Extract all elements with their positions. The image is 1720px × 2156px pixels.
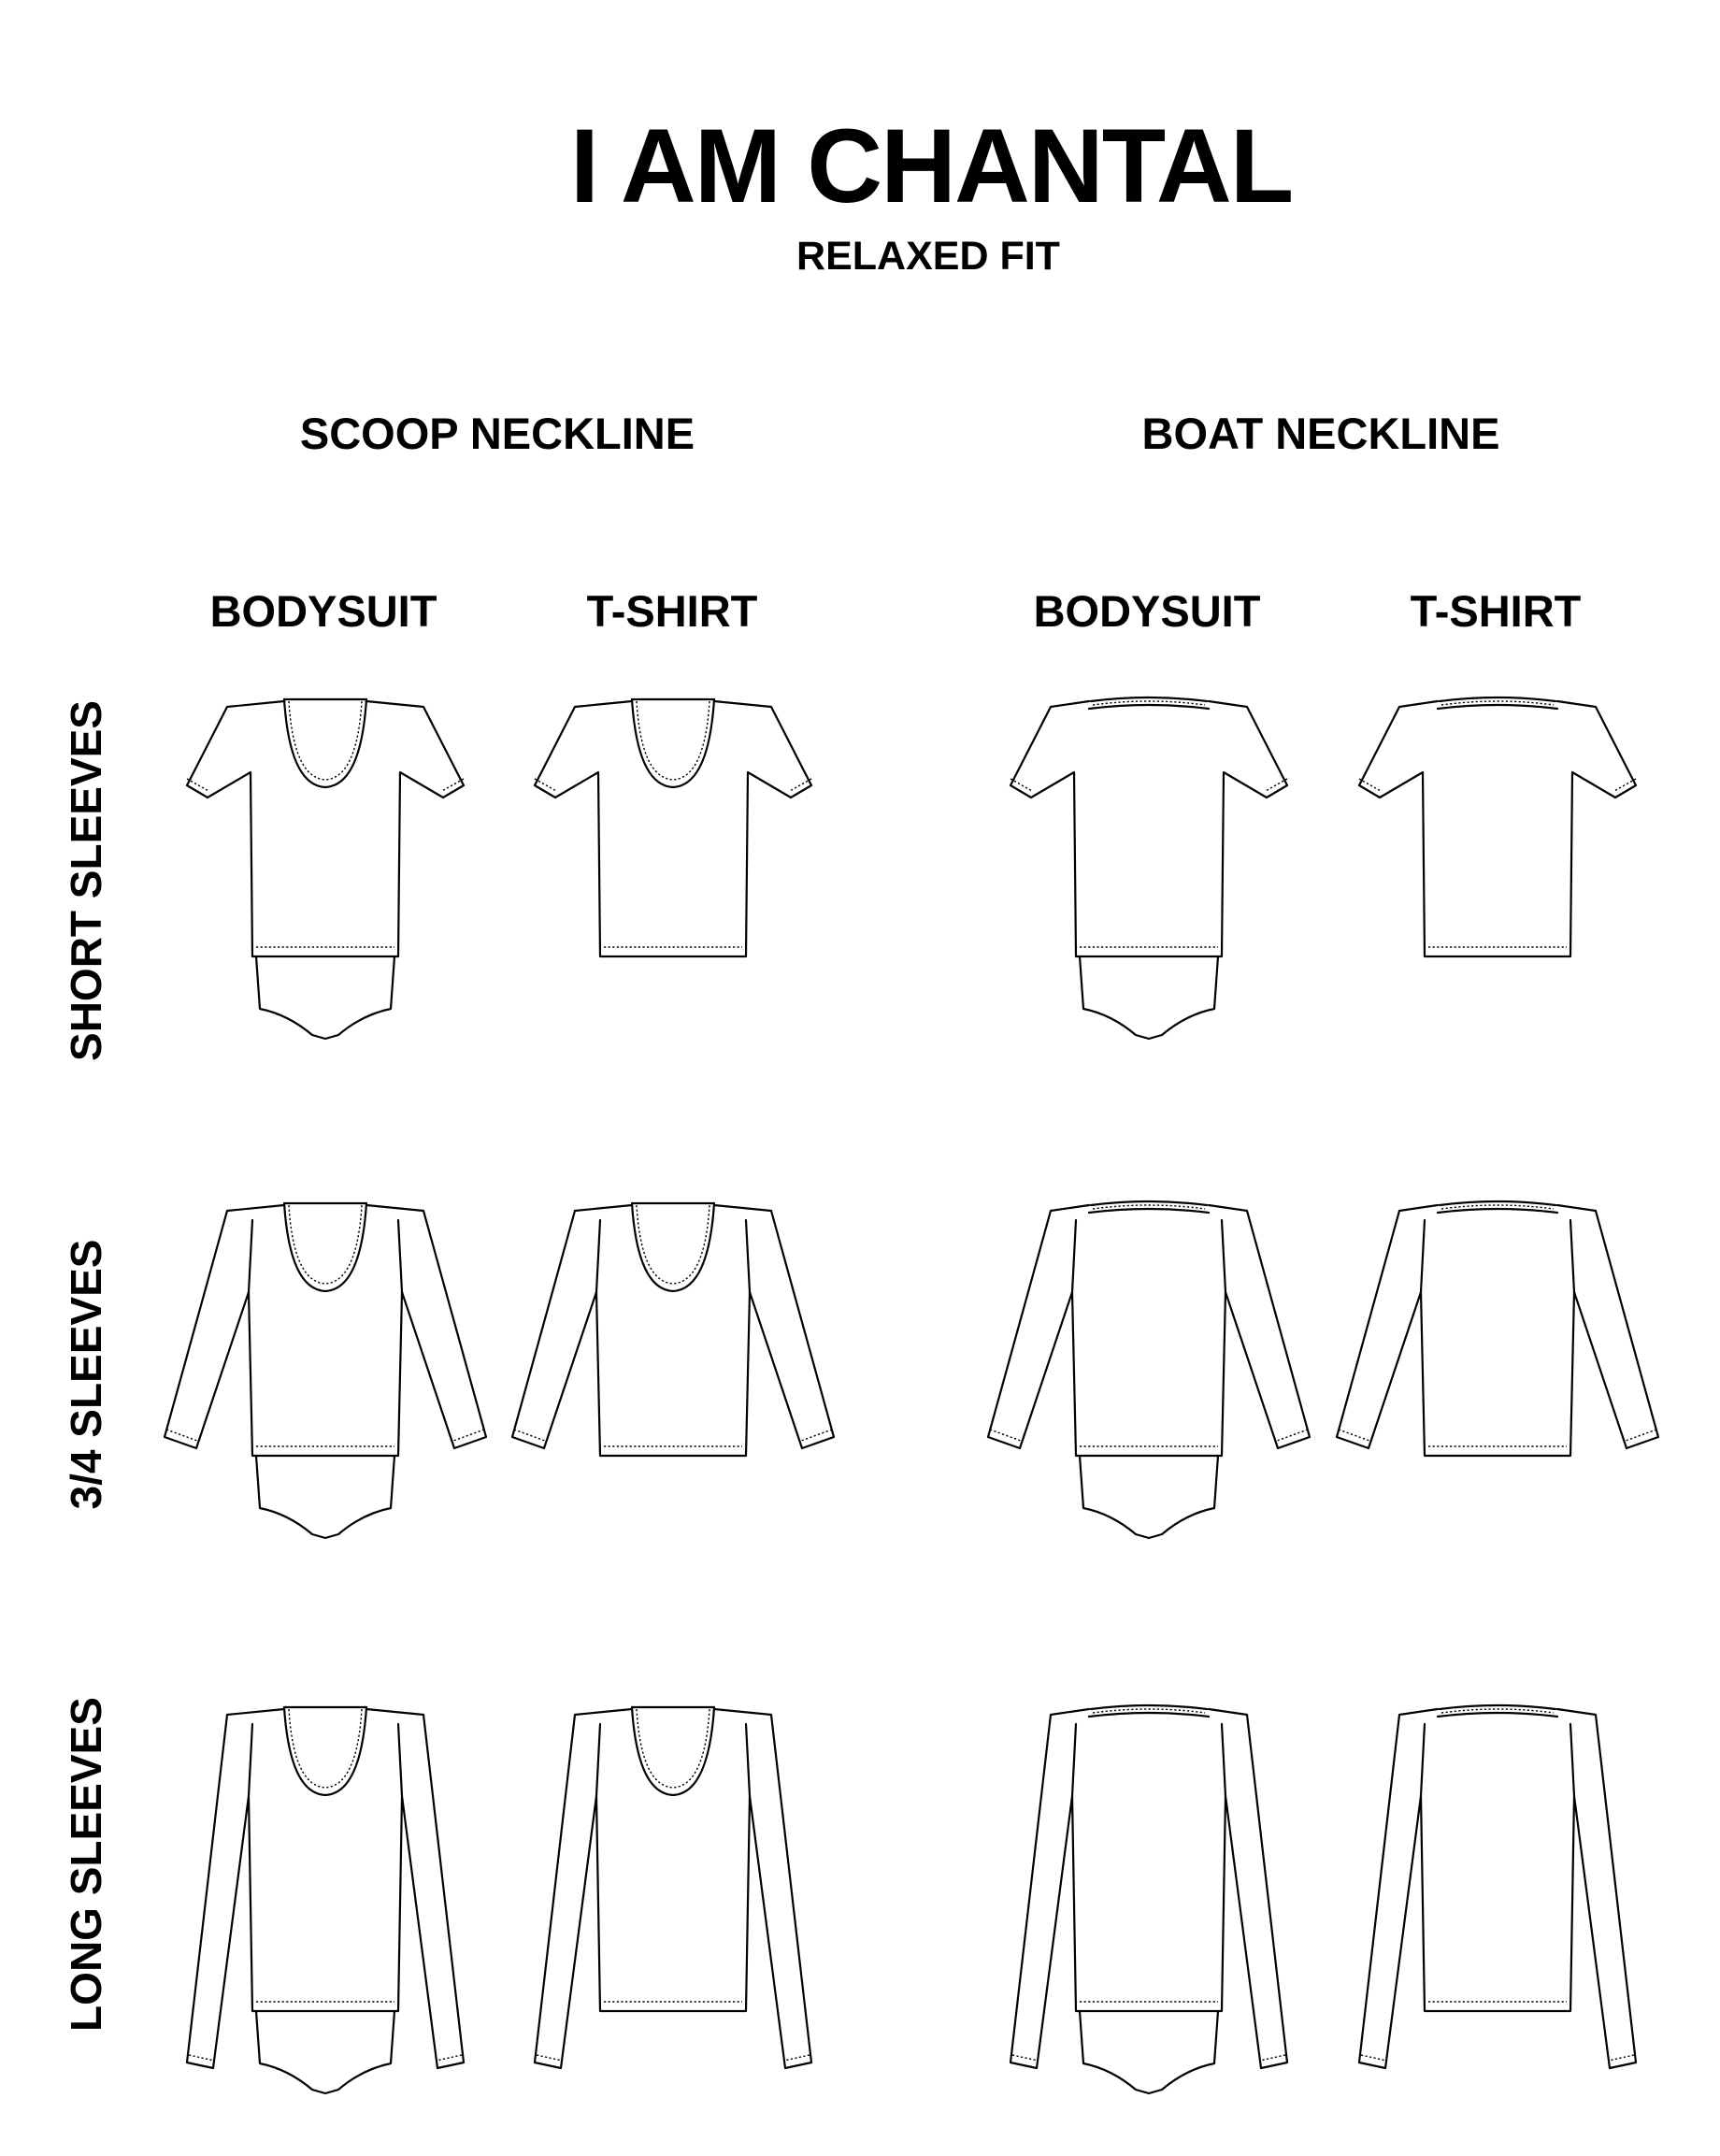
garment-scoop-tshirt-short-sleeves — [535, 699, 811, 956]
garment-boat-bodysuit-short-sleeves — [1010, 697, 1287, 1039]
column-header-boat-tshirt: T-SHIRT — [1410, 586, 1582, 636]
group-header-scoop-neckline: SCOOP NECKLINE — [299, 409, 695, 458]
garment-boat-bodysuit-three-quarter-sleeves — [988, 1201, 1310, 1538]
row-header-three-quarter-sleeves: 3/4 SLEEVES — [62, 1239, 110, 1510]
group-header-boat-neckline: BOAT NECKLINE — [1141, 409, 1500, 458]
garment-boat-tshirt-three-quarter-sleeves — [1337, 1201, 1658, 1456]
garment-scoop-tshirt-three-quarter-sleeves — [512, 1203, 834, 1456]
garment-scoop-tshirt-long-sleeves — [535, 1707, 811, 2068]
garment-scoop-bodysuit-three-quarter-sleeves — [165, 1203, 486, 1538]
row-header-long-sleeves: LONG SLEEVES — [62, 1697, 110, 2032]
column-header-scoop-bodysuit: BODYSUIT — [209, 586, 437, 636]
garment-boat-tshirt-short-sleeves — [1359, 697, 1636, 956]
page-title: I AM CHANTAL — [569, 108, 1293, 224]
garment-scoop-bodysuit-short-sleeves — [187, 699, 464, 1039]
garment-scoop-bodysuit-long-sleeves — [187, 1707, 464, 2093]
row-header-short-sleeves: SHORT SLEEVES — [62, 700, 110, 1061]
column-header-scoop-tshirt: T-SHIRT — [586, 586, 758, 636]
garment-boat-tshirt-long-sleeves — [1359, 1705, 1636, 2068]
garment-boat-bodysuit-long-sleeves — [1010, 1705, 1287, 2093]
column-header-boat-bodysuit: BODYSUIT — [1033, 586, 1261, 636]
page-subtitle: RELAXED FIT — [796, 234, 1060, 279]
